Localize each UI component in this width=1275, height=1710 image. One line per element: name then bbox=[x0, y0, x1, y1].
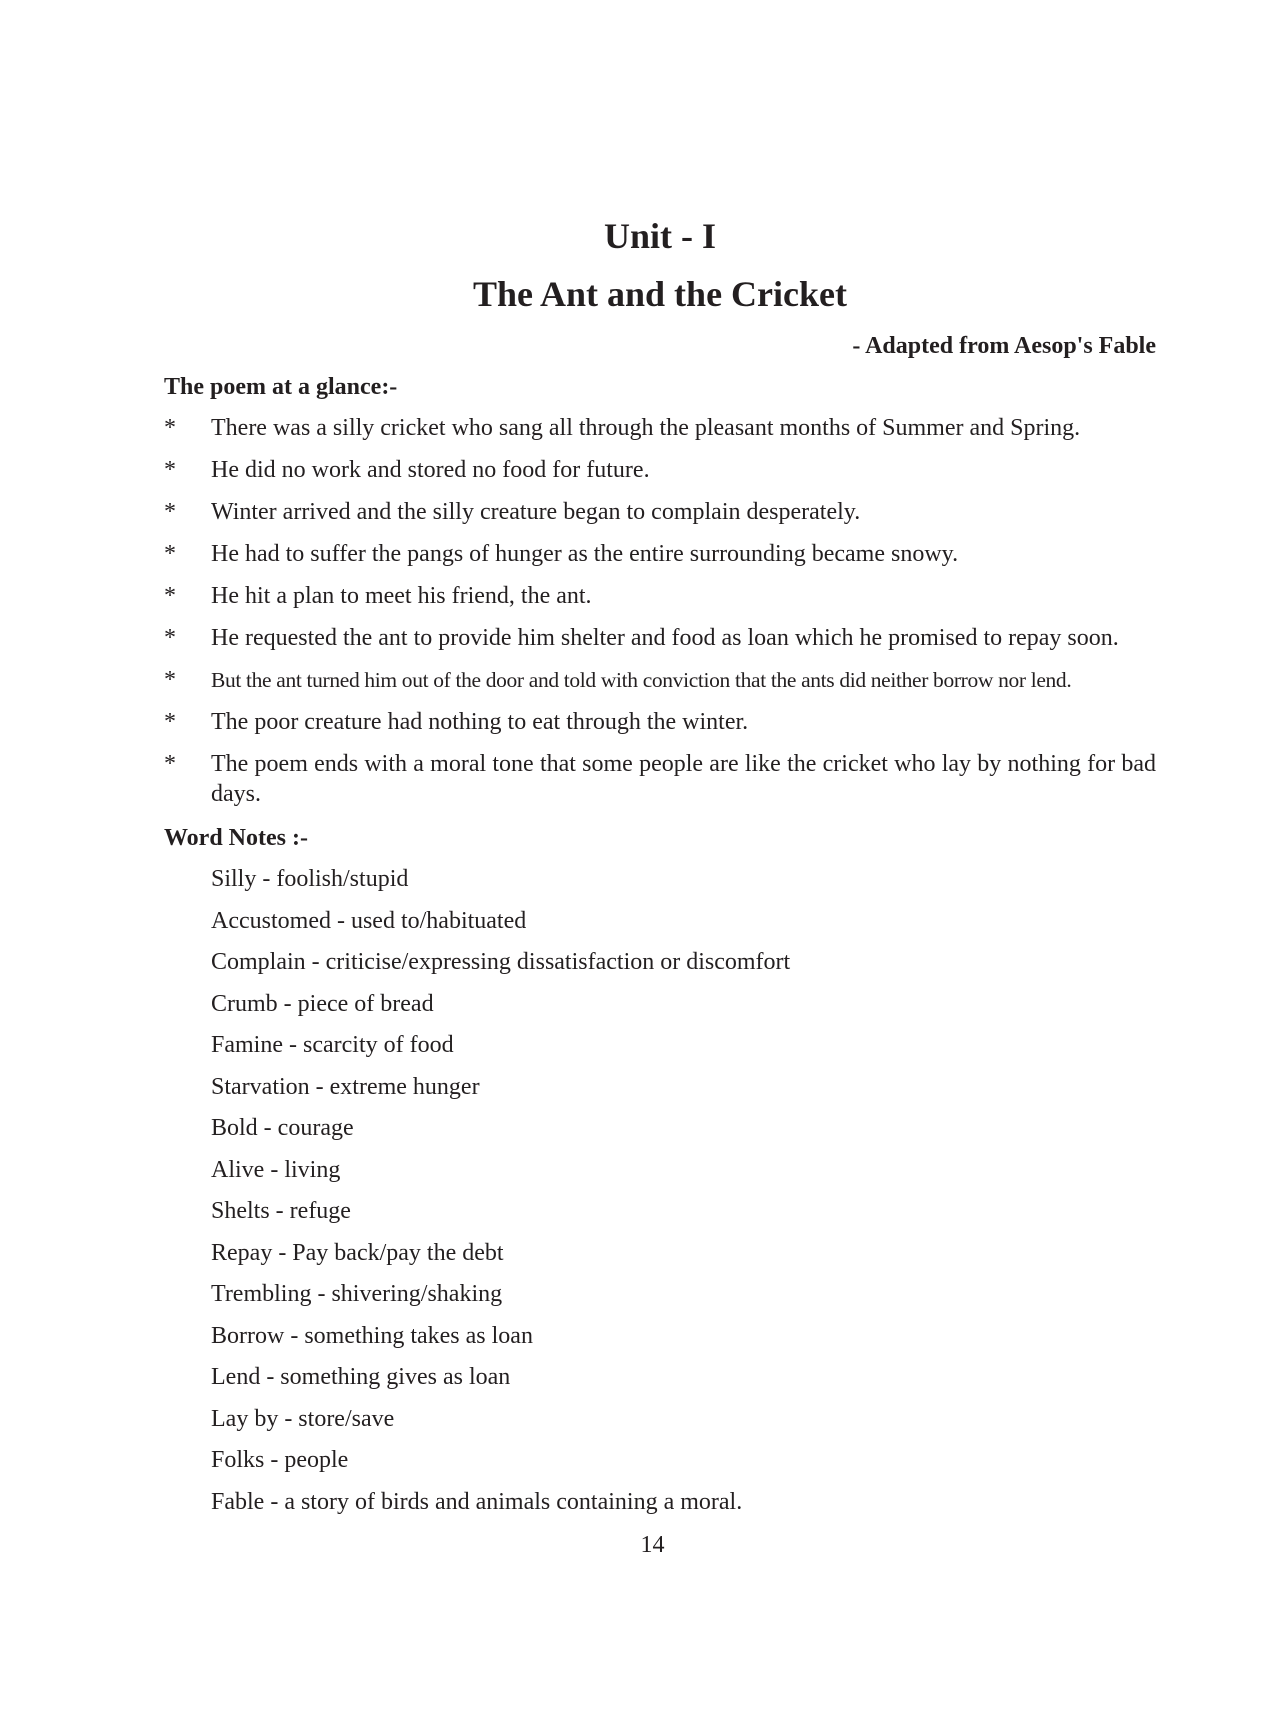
word-note: Folks - people bbox=[211, 1447, 349, 1473]
word-notes-heading: Word Notes :- bbox=[164, 825, 308, 851]
word-note: Famine - scarcity of food bbox=[211, 1032, 454, 1058]
bullet-star: * bbox=[164, 583, 176, 609]
glance-item-text: There was a silly cricket who sang all through the pleasant months of Summer and Spring. bbox=[211, 415, 1081, 441]
glance-item bbox=[164, 623, 1156, 653]
bullet-star: * bbox=[164, 457, 176, 483]
word-note: Bold - courage bbox=[211, 1115, 354, 1141]
glance-item bbox=[164, 413, 1156, 443]
bullet-star: * bbox=[164, 751, 176, 777]
word-note: Borrow - something takes as loan bbox=[211, 1322, 533, 1349]
glance-item bbox=[164, 581, 1156, 611]
word-note: Trembling - shivering/shaking bbox=[211, 1281, 503, 1307]
word-note: Alive - living bbox=[211, 1156, 341, 1183]
glance-item-text: The poor creature had nothing to eat through the winter. bbox=[211, 709, 749, 735]
word-note: Lend - something gives as loan bbox=[211, 1364, 511, 1390]
glance-item-text: But the ant turned him out of the door and told with conviction that the ants did neither borrow nor lend. bbox=[211, 668, 1072, 692]
glance-item bbox=[164, 455, 1156, 485]
word-note: Complain - criticise/expressing dissatisfaction or discomfort bbox=[211, 949, 791, 975]
word-note: Starvation - extreme hunger bbox=[211, 1073, 480, 1100]
glance-item-text: He did no work and stored no food for future. bbox=[211, 457, 650, 483]
glance-item bbox=[164, 665, 1156, 695]
attribution: - Adapted from Aesop's Fable bbox=[852, 333, 1156, 359]
bullet-star: * bbox=[164, 541, 176, 567]
glance-item bbox=[164, 707, 1156, 737]
word-note: Lay by - store/save bbox=[211, 1405, 395, 1432]
glance-item bbox=[164, 497, 1156, 527]
unit-title: Unit - I bbox=[603, 216, 716, 256]
word-note: Silly - foolish/stupid bbox=[211, 866, 409, 892]
glance-heading: The poem at a glance:- bbox=[164, 374, 398, 400]
glance-item-text: The poem ends with a moral tone that some people are like the cricket who lay by nothing for bad days. bbox=[211, 751, 1156, 807]
word-notes-list bbox=[211, 864, 790, 1528]
word-note: Repay - Pay back/pay the debt bbox=[211, 1239, 504, 1266]
page-number: 14 bbox=[640, 1532, 665, 1558]
bullet-star: * bbox=[164, 667, 176, 693]
glance-item bbox=[164, 539, 1156, 569]
glance-item bbox=[164, 749, 1156, 809]
glance-item-text: He requested the ant to provide him shelter and food as loan which he promised to repay soon. bbox=[211, 625, 1119, 651]
word-note: Crumb - piece of bread bbox=[211, 990, 434, 1017]
bullet-star: * bbox=[164, 499, 176, 525]
bullet-star: * bbox=[164, 415, 176, 441]
glance-item-text: He had to suffer the pangs of hunger as the entire surrounding became snowy. bbox=[211, 541, 959, 567]
bullet-star: * bbox=[164, 625, 176, 651]
word-note: Shelts - refuge bbox=[211, 1198, 351, 1224]
glance-list bbox=[164, 413, 1156, 821]
glance-item-text: He hit a plan to meet his friend, the ant. bbox=[211, 583, 592, 609]
glance-item-text: Winter arrived and the silly creature began to complain desperately. bbox=[211, 499, 861, 525]
word-note: Accustomed - used to/habituated bbox=[211, 907, 527, 934]
bullet-star: * bbox=[164, 709, 176, 735]
word-note: Fable - a story of birds and animals containing a moral. bbox=[211, 1488, 743, 1515]
poem-title: The Ant and the Cricket bbox=[472, 274, 847, 314]
